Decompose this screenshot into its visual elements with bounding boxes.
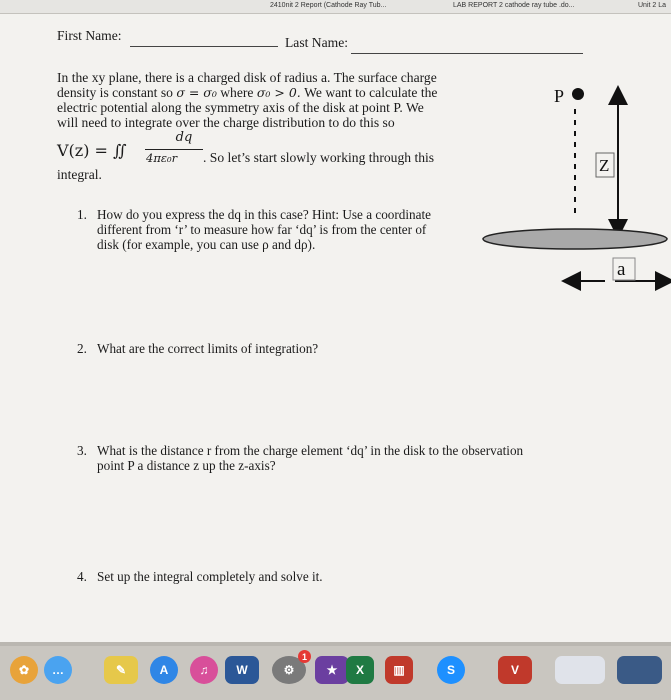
question-3-number: 3.	[77, 443, 87, 458]
intro-line-1: In the xy plane, there is a charged disk of radius a. The surface charge	[57, 70, 437, 85]
z-label: Z	[599, 156, 610, 175]
shazam-icon[interactable]: S	[437, 656, 465, 684]
question-3-line-1: What is the distance r from the charge element ‘dq’ in the disk to the observation	[97, 443, 524, 458]
messages-icon[interactable]: …	[44, 656, 72, 684]
word-icon[interactable]: W	[225, 656, 259, 684]
tab-lab-report[interactable]: LAB REPORT 2 cathode ray tube .do...	[453, 2, 575, 9]
notes-icon[interactable]: ✎	[104, 656, 138, 684]
intro-line-5: . So let’s start slowly working through this	[203, 150, 435, 165]
excel-icon[interactable]: X	[346, 656, 374, 684]
question-4-number: 4.	[77, 569, 87, 584]
imovie-icon[interactable]: ★	[315, 656, 349, 684]
question-1-line-3: disk (for example, you can use ρ and dρ).	[97, 237, 316, 252]
document-page	[0, 14, 671, 642]
question-1-line-1: How do you express the dq in this case? Hint: Use a coordinate	[97, 207, 432, 222]
equation-numerator: dq	[175, 130, 193, 145]
question-1-number: 1.	[77, 207, 87, 222]
fraction-bar	[145, 149, 203, 150]
tab-unit2[interactable]: Unit 2 La	[638, 2, 667, 9]
vpn-icon[interactable]: V	[498, 656, 532, 684]
first-name-label: First Name:	[57, 28, 122, 43]
point-p-dot	[572, 88, 584, 100]
notification-badge: 1	[298, 650, 311, 663]
question-1-line-2: different from ‘r’ to measure how far ‘dq’ is from the center of	[97, 222, 427, 237]
dock	[0, 646, 671, 700]
intro-line-4: will need to integrate over the charge distribution to do this so	[57, 115, 395, 130]
last-name-label: Last Name:	[285, 35, 349, 50]
intro-line-6: integral.	[57, 167, 102, 182]
first-name-blank[interactable]	[130, 46, 278, 47]
radius-label: a	[617, 259, 626, 280]
equation-denominator: 4πε₀r	[146, 151, 178, 165]
intro-line-2: density is constant so σ = σ₀ where σ₀ > 0. We want to calculate the	[57, 85, 438, 100]
intro-line-3: electric potential along the symmetry axis of the disk at point P. We	[57, 100, 424, 115]
question-4-line-1: Set up the integral completely and solve it.	[97, 569, 323, 584]
settings-icon[interactable]: ⚙	[272, 656, 306, 684]
question-2-line-1: What are the correct limits of integration?	[97, 341, 319, 356]
last-name-blank[interactable]	[351, 53, 583, 54]
question-3-line-2: point P a distance z up the z-axis?	[97, 458, 276, 473]
potential-equation-lhs: V(z) = ∬	[57, 141, 127, 160]
tab-report[interactable]: 2410nit 2 Report (Cathode Ray Tub...	[270, 2, 387, 9]
question-2-number: 2.	[77, 341, 87, 356]
tab-bar	[0, 0, 671, 14]
photos-icon[interactable]: ✿	[10, 656, 38, 684]
popcorn-icon[interactable]: ▥	[385, 656, 413, 684]
display-icon[interactable]	[617, 656, 662, 684]
finder-window-icon[interactable]	[555, 656, 605, 684]
app-store-icon[interactable]: A	[150, 656, 178, 684]
charged-disk-figure	[475, 69, 671, 304]
itunes-icon[interactable]: ♫	[190, 656, 218, 684]
charged-disk	[483, 229, 667, 249]
point-p-label: P	[554, 86, 565, 106]
